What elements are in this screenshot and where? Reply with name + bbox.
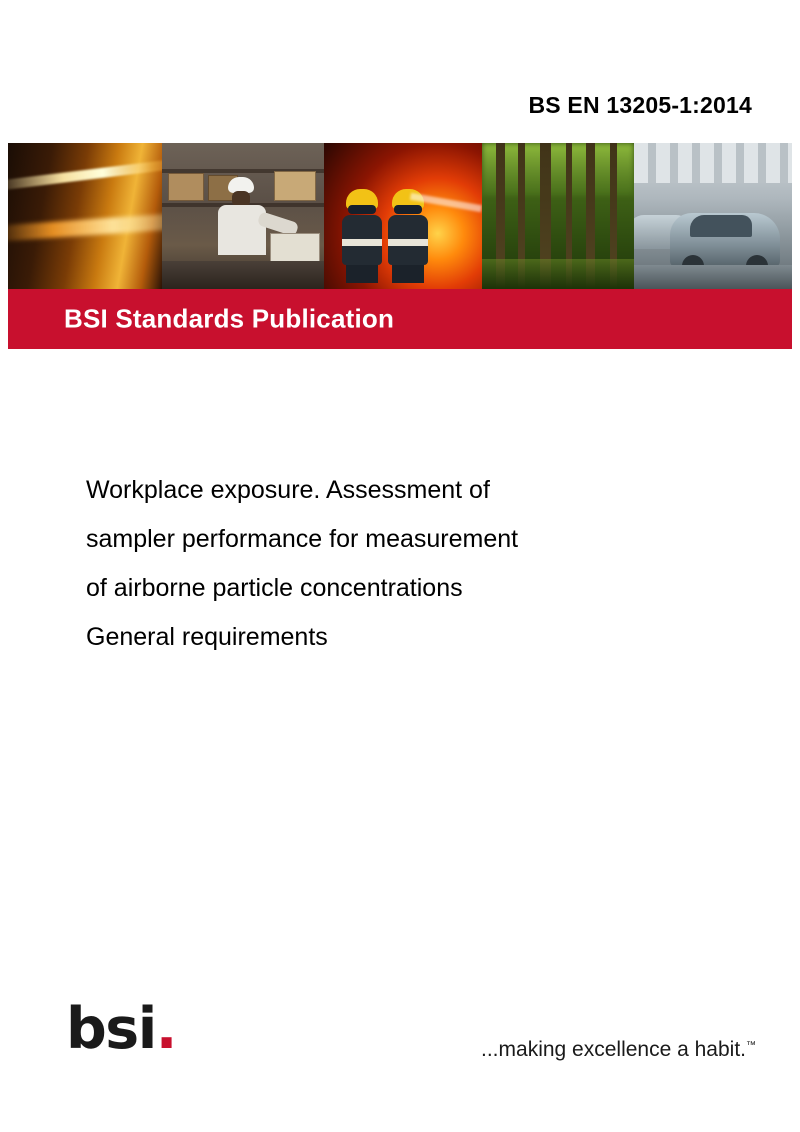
publisher-band xyxy=(8,289,792,349)
standard-number: BS EN 13205-1:2014 xyxy=(528,92,752,118)
bsi-logo xyxy=(66,996,186,1062)
bsi-tagline-text: ...making excellence a habit. xyxy=(481,1038,746,1061)
trademark-symbol: ™ xyxy=(746,1040,756,1051)
car-showroom-photo xyxy=(634,143,792,289)
title-line-1: Workplace exposure. Assessment of xyxy=(86,476,490,504)
firefighters-photo xyxy=(324,143,482,289)
title-line-4: General requirements xyxy=(86,623,328,651)
light-trails-photo xyxy=(8,143,162,289)
publisher-band-label: BSI Standards Publication xyxy=(64,303,395,334)
document-title xyxy=(86,466,686,662)
forest-photo xyxy=(482,143,634,289)
cover-image-strip xyxy=(8,143,792,289)
bsi-logo-dot: . xyxy=(155,996,176,1062)
title-line-2: sampler performance for measurement xyxy=(86,525,519,553)
factory-worker-photo xyxy=(162,143,324,289)
title-line-3: of airborne particle concentrations xyxy=(86,574,463,602)
bsi-tagline xyxy=(481,1038,756,1062)
bsi-wordmark: bsi xyxy=(66,996,156,1062)
